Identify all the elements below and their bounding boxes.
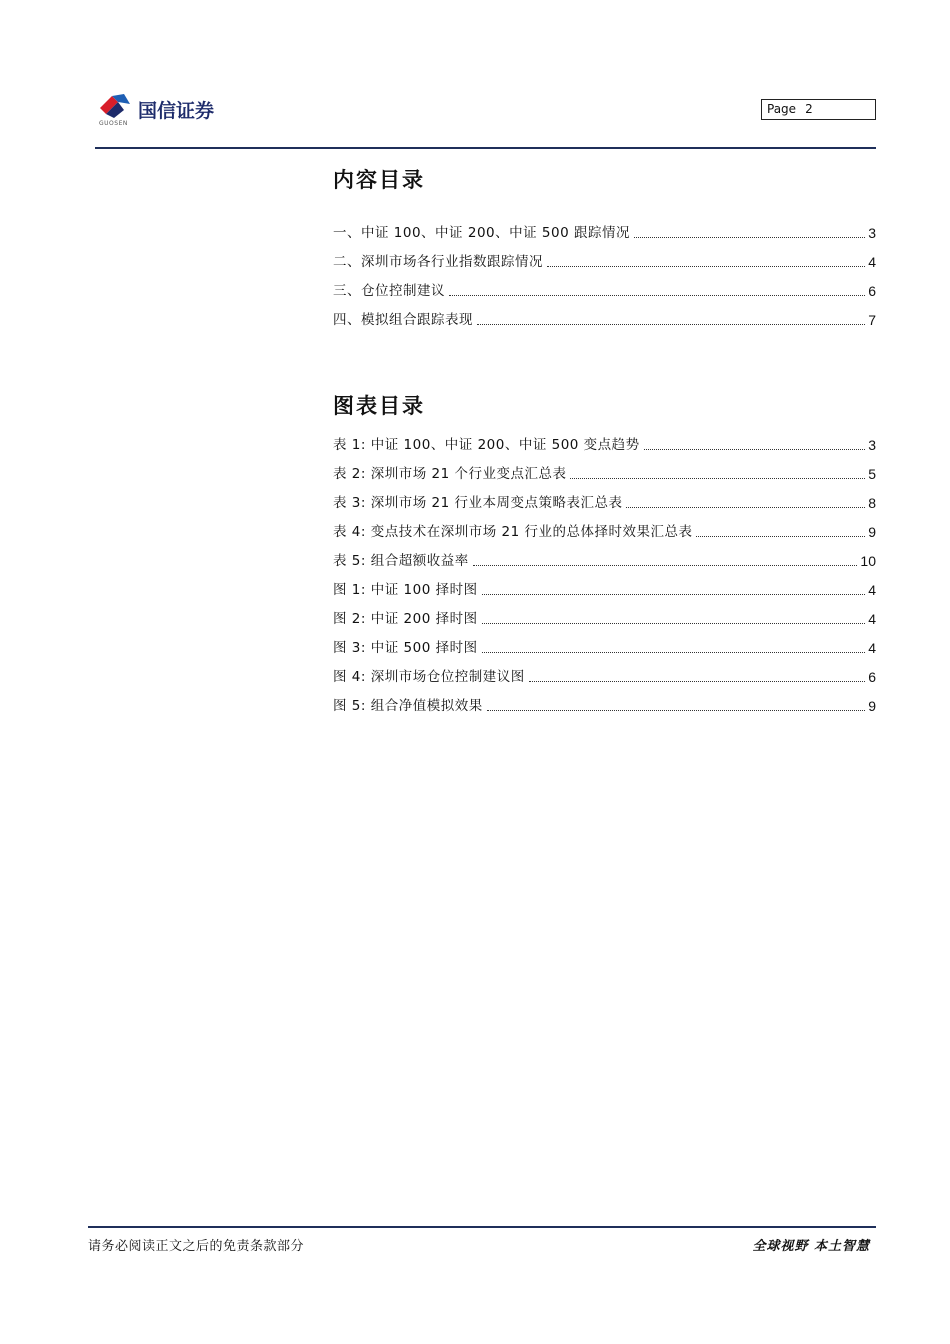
toc-entry-page: 3 <box>868 225 876 241</box>
guosen-logo-icon <box>98 92 134 122</box>
figure-entry-page: 10 <box>860 553 876 569</box>
toc-leader-dots <box>570 478 865 479</box>
figure-entry-label: 表 3: 深圳市场 21 行业本周变点策略表汇总表 <box>333 495 623 511</box>
figure-entry[interactable] <box>333 434 876 454</box>
header-divider <box>95 147 876 149</box>
guosen-logo <box>98 92 233 130</box>
page-number: 2 <box>805 102 813 116</box>
figure-entry[interactable] <box>333 637 876 657</box>
figure-entry[interactable] <box>333 463 876 483</box>
footer-divider <box>88 1226 876 1228</box>
figure-entry-label: 表 5: 组合超额收益率 <box>333 553 469 569</box>
figure-entry-page: 4 <box>868 640 876 656</box>
figure-entry-label: 表 2: 深圳市场 21 个行业变点汇总表 <box>333 466 567 482</box>
figure-entry-page: 3 <box>868 437 876 453</box>
toc-entry[interactable] <box>333 280 876 300</box>
figure-entry[interactable] <box>333 550 876 570</box>
toc-leader-dots <box>634 237 865 238</box>
figure-entry[interactable] <box>333 521 876 541</box>
toc-leader-dots <box>696 536 865 537</box>
toc-entry[interactable] <box>333 251 876 271</box>
figure-entry[interactable] <box>333 579 876 599</box>
figure-entry-label: 图 3: 中证 500 择时图 <box>333 640 478 656</box>
figure-entry-page: 4 <box>868 611 876 627</box>
figure-entry-page: 4 <box>868 582 876 598</box>
toc-leader-dots <box>477 324 865 325</box>
figure-entry-page: 9 <box>868 698 876 714</box>
figure-entry-label: 图 2: 中证 200 择时图 <box>333 611 478 627</box>
toc-leader-dots <box>482 594 866 595</box>
toc-leader-dots <box>644 449 866 450</box>
toc-entry-label: 四、模拟组合跟踪表现 <box>333 312 473 328</box>
figure-entry-page: 5 <box>868 466 876 482</box>
toc-leader-dots <box>626 507 865 508</box>
footer-slogan: 全球视野 本土智慧 <box>752 1239 870 1254</box>
figure-entry-page: 6 <box>868 669 876 685</box>
toc-leader-dots <box>482 623 866 624</box>
toc-entry-page: 4 <box>868 254 876 270</box>
page-label: Page <box>767 102 797 116</box>
logo-company-name-en: GUOSEN <box>99 120 128 127</box>
toc-leader-dots <box>529 681 865 682</box>
figure-entry[interactable] <box>333 695 876 715</box>
toc-leader-dots <box>473 565 858 566</box>
figure-entry-page: 9 <box>868 524 876 540</box>
footer-disclaimer: 请务必阅读正文之后的免责条款部分 <box>88 1239 305 1254</box>
toc-leader-dots <box>449 295 865 296</box>
figure-entry-label: 表 4: 变点技术在深圳市场 21 行业的总体择时效果汇总表 <box>333 524 693 540</box>
toc-leader-dots <box>547 266 865 267</box>
figure-entry[interactable] <box>333 608 876 628</box>
toc-entry[interactable] <box>333 222 876 242</box>
figure-entry-label: 表 1: 中证 100、中证 200、中证 500 变点趋势 <box>333 437 640 453</box>
toc-entry[interactable] <box>333 309 876 329</box>
figure-entry-label: 图 4: 深圳市场仓位控制建议图 <box>333 669 525 685</box>
toc-entry-page: 7 <box>868 312 876 328</box>
toc-entry-label: 一、中证 100、中证 200、中证 500 跟踪情况 <box>333 225 630 241</box>
toc-entry-label: 三、仓位控制建议 <box>333 283 445 299</box>
figure-entry[interactable] <box>333 666 876 686</box>
figure-entry-page: 8 <box>868 495 876 511</box>
toc-leader-dots <box>482 652 866 653</box>
toc-entry-page: 6 <box>868 283 876 299</box>
figure-entry[interactable] <box>333 492 876 512</box>
page-number-box <box>761 99 876 120</box>
figures-title: 图表目录 <box>333 394 425 418</box>
figure-entry-label: 图 5: 组合净值模拟效果 <box>333 698 483 714</box>
figure-entry-label: 图 1: 中证 100 择时图 <box>333 582 478 598</box>
toc-leader-dots <box>487 710 865 711</box>
contents-title: 内容目录 <box>333 168 425 192</box>
toc-entry-label: 二、深圳市场各行业指数跟踪情况 <box>333 254 543 270</box>
logo-company-name: 国信证券 <box>138 100 215 122</box>
